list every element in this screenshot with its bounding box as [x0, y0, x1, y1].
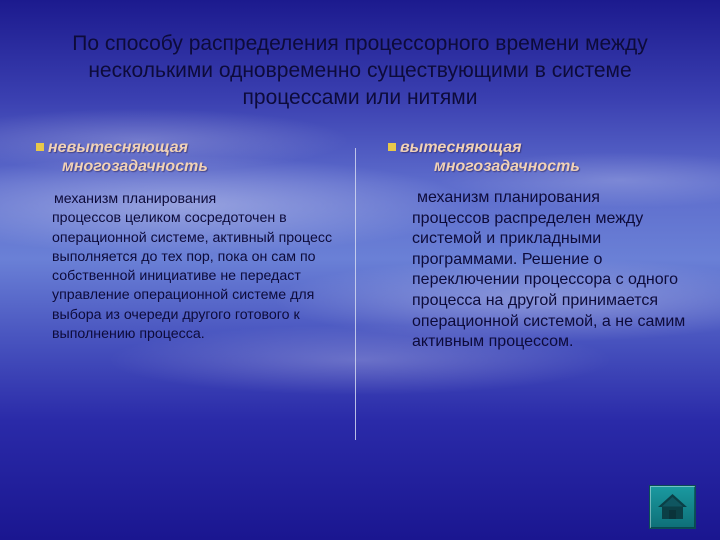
- right-body-text: процессов распределен между системой и прикладными программами. Решение о переключении процессора с одного процесса на другой принимается операционной системой, а не самим активным процессом.: [412, 209, 686, 351]
- left-heading: [48, 138, 258, 176]
- column-divider: [355, 148, 356, 440]
- slide-title: По способу распределения процессорного времени между несколькими одновременно существующими в системе процессами или нитями: [72, 32, 648, 109]
- left-body-text: процессов целиком сосредоточен в операционной системе, активный процесс выполняется до тех пор, пока он сам по собственной инициативе не передаст управление операционной системе для выбора из очереди другого готового к выполнению процесса.: [52, 210, 333, 343]
- left-heading-line2: многозадачность: [62, 158, 208, 175]
- right-heading-line1: вытесняющая: [400, 139, 522, 156]
- right-heading: [400, 138, 620, 176]
- right-heading-line2: многозадачность: [434, 158, 580, 175]
- left-body: [52, 190, 352, 344]
- left-heading-row: [36, 138, 348, 176]
- bullet-icon: [388, 143, 396, 151]
- right-body: [412, 188, 692, 353]
- left-body-first-line: механизм планирования: [54, 191, 217, 207]
- right-body-first-line: механизм планирования: [417, 189, 600, 206]
- left-heading-line1: невытесняющая: [48, 139, 189, 156]
- home-icon: [655, 491, 690, 523]
- home-button[interactable]: [649, 485, 696, 529]
- bullet-icon: [36, 143, 44, 151]
- right-column: [388, 138, 688, 353]
- left-column: [36, 138, 348, 344]
- right-heading-row: [388, 138, 688, 176]
